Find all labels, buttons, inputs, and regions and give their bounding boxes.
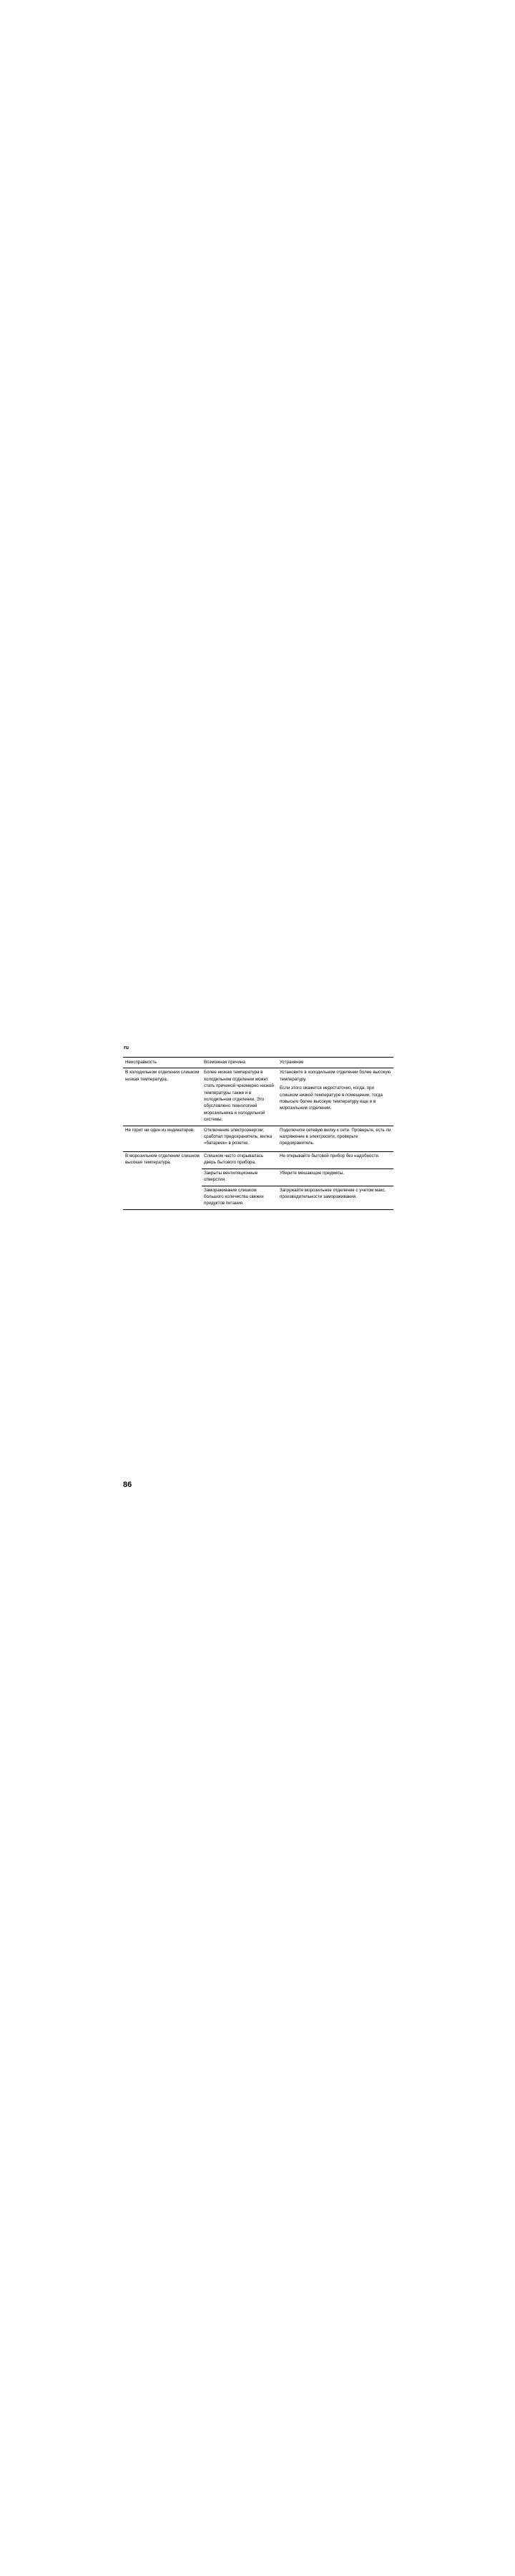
language-tag: ru — [124, 1045, 129, 1050]
header-cause: Возможная причина — [202, 1058, 278, 1068]
cell-remedy — [278, 1068, 393, 1126]
cell-problem: В морозильном отделении слишком высокая температура. — [123, 1151, 202, 1209]
cell-problem: Не горит ни один из индикаторов. — [123, 1126, 202, 1151]
table-row — [123, 1151, 393, 1169]
cell-cause: Слишком часто открывалась дверь бытового прибора. — [202, 1151, 278, 1169]
cell-cause: Закрыты вентиляционные отверстия. — [202, 1169, 278, 1186]
table-header-row — [123, 1058, 393, 1068]
header-remedy: Устранение — [278, 1058, 393, 1068]
cell-cause: Отключение электроэнергии; сработал предохранитель; вилка «батареек» в розетке. — [202, 1126, 278, 1151]
cell-remedy — [278, 1169, 393, 1186]
table-row — [123, 1126, 393, 1151]
cell-remedy — [278, 1151, 393, 1169]
table-row — [123, 1068, 393, 1126]
remedy-paragraph: Не открывайте бытовой прибор без надобности. — [280, 1153, 380, 1158]
remedy-paragraph: Уберите мешающие предметы. — [280, 1170, 345, 1176]
cell-problem: В холодильном отделении слишком низкая температура. — [123, 1068, 202, 1126]
cell-remedy — [278, 1186, 393, 1209]
troubleshooting-table — [123, 1057, 393, 1210]
remedy-paragraph: Установите в холодильном отделении более высокую температуру. — [280, 1070, 391, 1082]
cell-cause: Более низкая температура в холодильном отделении может стать причиной чрезмерно низкой температуры также и в холодильном отделении. Это обусловлено технологией морозильника и холодильной системы. — [202, 1068, 278, 1126]
header-problem: Неисправность — [123, 1058, 202, 1068]
remedy-paragraph: Если этого окажется недостаточно, когда, при слишком низкой температуре в помещении, тогда повысьте более высокую температуру еще и в морозильном отделении. — [280, 1085, 383, 1111]
remedy-paragraph: Загружайте морозильное отделение с учетом макс. производительности замораживания. — [280, 1187, 386, 1199]
cell-cause: Замораживание слишком большого количества свежих продуктов питания. — [202, 1186, 278, 1209]
cell-remedy — [278, 1126, 393, 1151]
page-number: 86 — [123, 1480, 132, 1489]
remedy-paragraph: Подключите сетевую вилку к сети. Проверьте, есть ли напряжение в электросети, проверьте предохранитель. — [280, 1127, 391, 1146]
